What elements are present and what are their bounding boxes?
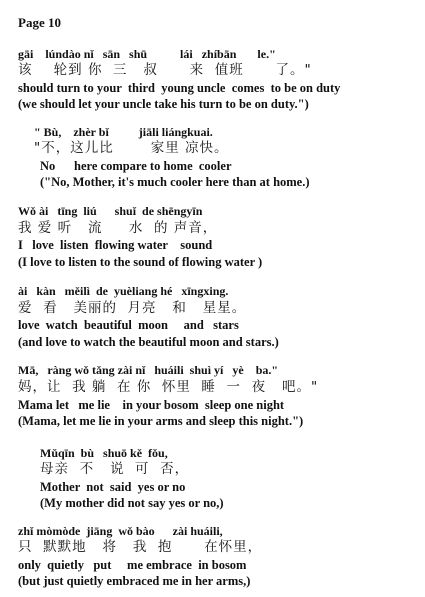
chinese-line: 爱 看 美丽的 月亮 和 星星。 xyxy=(18,300,247,316)
chinese-line: 母亲 不 说 可 否， xyxy=(40,461,190,477)
translation-line: (and love to watch the beautiful moon and stars.) xyxy=(18,335,279,349)
pinyin-line: Mā, ràng wǒ tǎng zài nǐ huáili shuì yí yè ba." xyxy=(18,363,279,377)
chinese-line: 只 默默地 将 我 抱 在怀里， xyxy=(18,539,263,555)
translation-line: (we should let your uncle take his turn to be on duty.") xyxy=(18,97,309,111)
pinyin-line: Wǒ ài tīng liú shuǐ de shēngyīn xyxy=(18,204,203,218)
pinyin-line: gāi lúndào nǐ sān shū lái zhíbān le." xyxy=(18,47,276,61)
chinese-line: 该 轮到 你 三 叔 来 值班 了。" xyxy=(18,62,312,78)
translation-line: (I love to listen to the sound of flowing water ) xyxy=(18,255,263,269)
translation-line: (but just quietly embraced me in her arms,) xyxy=(18,574,251,588)
pinyin-line: " Bù, zhèr bǐ jiāli liángkuai. xyxy=(34,125,213,139)
pinyin-line: Mǔqīn bù shuō kě fǒu, xyxy=(40,446,168,460)
translation-line: (Mama, let me lie in your arms and sleep this night.") xyxy=(18,414,304,428)
pinyin-line: zhǐ mòmòde jiāng wǒ bào zài huáili, xyxy=(18,524,223,538)
page-number: Page 10 xyxy=(18,15,61,30)
chinese-line: 妈，让 我 躺 在 你 怀里 睡 一 夜 吧。" xyxy=(18,379,319,395)
word-gloss-line: Mama let me lie in your bosom sleep one night xyxy=(18,398,285,412)
word-gloss-line: No here compare to home cooler xyxy=(40,159,232,173)
word-gloss-line: Mother not said yes or no xyxy=(40,480,186,494)
translation-line: (My mother did not say yes or no,) xyxy=(40,496,224,510)
word-gloss-line: only quietly put me embrace in bosom xyxy=(18,558,247,572)
word-gloss-line: I love listen flowing water sound xyxy=(18,238,213,252)
chinese-line: 我 爱 听 流 水 的 声音， xyxy=(18,220,218,236)
word-gloss-line: should turn to your third young uncle comes to be on duty xyxy=(18,81,341,95)
pinyin-line: ài kàn měilì de yuèliang hé xīngxing. xyxy=(18,284,229,298)
chinese-line: "不，这儿比 家里 凉快。 xyxy=(34,140,229,156)
translation-line: ("No, Mother, it's much cooler here than at home.) xyxy=(40,175,310,189)
word-gloss-line: love watch beautiful moon and stars xyxy=(18,318,239,332)
